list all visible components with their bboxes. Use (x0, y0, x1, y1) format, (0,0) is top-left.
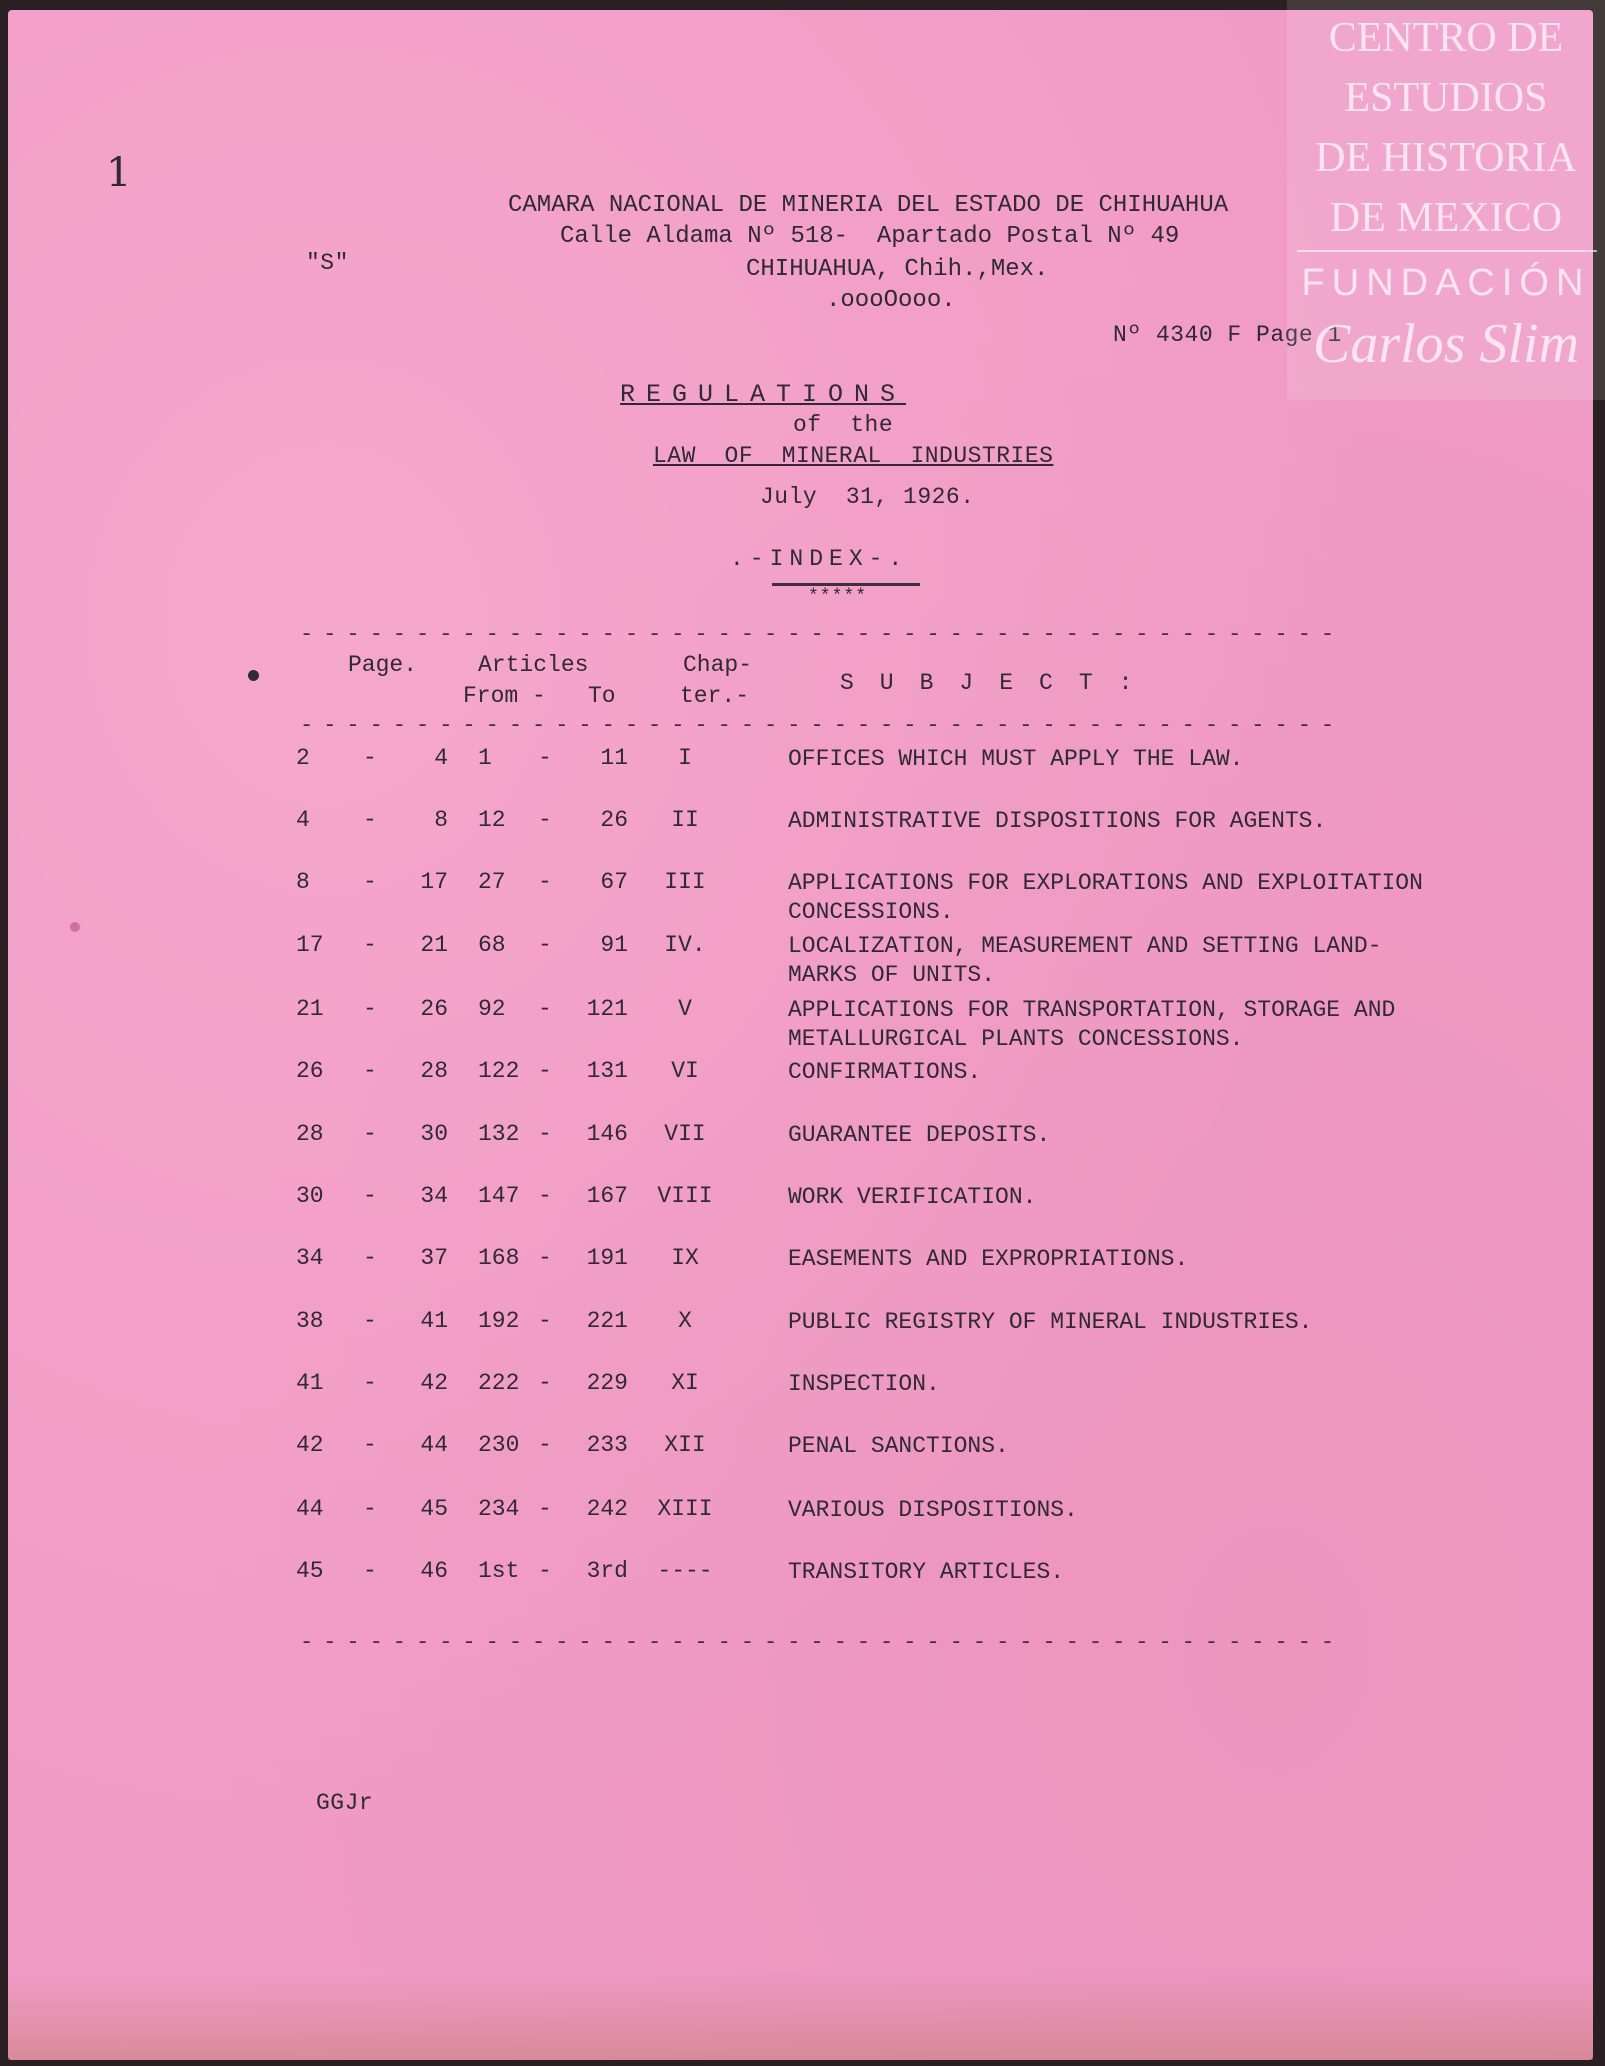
divider-header: --------------------------------------------- (300, 713, 1345, 738)
cell-page-dash: - (363, 932, 377, 958)
table-row (8, 807, 1593, 855)
watermark-text: CENTRO DE ESTUDIOS DE HISTORIA DE MEXICO (1315, 15, 1577, 241)
cell-page-from: 8 (296, 869, 310, 895)
table-row (8, 1370, 1593, 1418)
cell-article-dash: - (538, 745, 552, 771)
cell-chapter: IV. (664, 932, 706, 958)
column-header-articles: Articles (478, 652, 589, 678)
cell-page-to: 44 (420, 1432, 448, 1458)
table-row (8, 1121, 1593, 1169)
cell-article-to: 221 (586, 1308, 628, 1334)
table-row (8, 1245, 1593, 1293)
cell-article-to: 146 (586, 1121, 628, 1147)
title-regulations: REGULATIONS (620, 380, 907, 409)
cell-article-from: 132 (478, 1121, 520, 1147)
cell-subject: APPLICATIONS FOR TRANSPORTATION, STORAGE AND METALLURGICAL PLANTS CONCESSIONS. (788, 997, 1396, 1052)
cell-article-from: 122 (478, 1058, 520, 1084)
cell-article-to: 67 (600, 869, 628, 895)
table-row (8, 1432, 1593, 1480)
cell-article-dash: - (538, 1245, 552, 1271)
column-header-from: From - (463, 683, 546, 709)
cell-subject: OFFICES WHICH MUST APPLY THE LAW. (788, 746, 1244, 772)
cell-page-from: 28 (296, 1121, 324, 1147)
cell-article-dash: - (538, 807, 552, 833)
cell-subject: LOCALIZATION, MEASUREMENT AND SETTING LAND- MARKS OF UNITS. (788, 933, 1382, 988)
column-header-chapter-cont: ter.- (680, 683, 750, 709)
cell-article-to: 121 (586, 996, 628, 1022)
cell-article-from: 1st (478, 1558, 520, 1584)
cell-article-from: 147 (478, 1183, 520, 1209)
cell-article-dash: - (538, 1496, 552, 1522)
cell-article-dash: - (538, 869, 552, 895)
cell-chapter: IX (671, 1245, 699, 1271)
cell-page-from: 44 (296, 1496, 324, 1522)
cell-chapter: XII (664, 1432, 706, 1458)
cell-subject: GUARANTEE DEPOSITS. (788, 1122, 1051, 1148)
index-heading: .-INDEX-. (730, 546, 909, 572)
cell-page-dash: - (363, 1058, 377, 1084)
cell-page-from: 45 (296, 1558, 324, 1584)
cell-page-from: 34 (296, 1245, 324, 1271)
cell-article-from: 230 (478, 1432, 520, 1458)
title-date: July 31, 1926. (760, 484, 975, 510)
table-row (8, 932, 1593, 988)
cell-article-from: 27 (478, 869, 506, 895)
cell-subject: WORK VERIFICATION. (788, 1184, 1037, 1210)
cell-article-from: 168 (478, 1245, 520, 1271)
cell-subject: EASEMENTS AND EXPROPRIATIONS. (788, 1246, 1189, 1272)
ink-dot (248, 670, 259, 681)
org-address: Calle Aldama Nº 518- Apartado Postal Nº 49 (560, 223, 1180, 250)
cell-article-to: 191 (586, 1245, 628, 1271)
divider-bottom: --------------------------------------------- (300, 1630, 1345, 1655)
org-ornament: .oooOooo. (826, 287, 956, 314)
cell-article-to: 167 (586, 1183, 628, 1209)
cell-page-to: 4 (434, 745, 448, 771)
cell-chapter: V (678, 996, 692, 1022)
cell-page-to: 8 (434, 807, 448, 833)
cell-article-to: 11 (600, 745, 628, 771)
cell-page-to: 42 (420, 1370, 448, 1396)
cell-page-dash: - (363, 1496, 377, 1522)
title-of-the: of the (793, 412, 894, 438)
cell-chapter: XI (671, 1370, 699, 1396)
cell-article-dash: - (538, 932, 552, 958)
cell-article-dash: - (538, 996, 552, 1022)
cell-page-dash: - (363, 745, 377, 771)
cell-chapter: X (678, 1308, 692, 1334)
cell-page-dash: - (363, 869, 377, 895)
table-row (8, 1496, 1593, 1544)
title-law: LAW OF MINERAL INDUSTRIES (653, 443, 1054, 469)
typist-initials: GGJr (316, 1790, 374, 1816)
archive-watermark (1287, 0, 1605, 400)
cell-page-from: 38 (296, 1308, 324, 1334)
cell-subject: PENAL SANCTIONS. (788, 1433, 1009, 1459)
cell-article-to: 233 (586, 1432, 628, 1458)
table-row (8, 1058, 1593, 1106)
cell-subject: INSPECTION. (788, 1371, 940, 1397)
cell-article-dash: - (538, 1370, 552, 1396)
cell-page-dash: - (363, 1183, 377, 1209)
cell-article-from: 222 (478, 1370, 520, 1396)
table-row (8, 1308, 1593, 1356)
cell-article-dash: - (538, 1121, 552, 1147)
cell-subject: VARIOUS DISPOSITIONS. (788, 1497, 1078, 1523)
table-row (8, 1183, 1593, 1231)
cell-chapter: III (664, 869, 706, 895)
cell-article-dash: - (538, 1432, 552, 1458)
cell-article-to: 229 (586, 1370, 628, 1396)
cell-page-dash: - (363, 807, 377, 833)
org-city: CHIHUAHUA, Chih.,Mex. (746, 256, 1049, 283)
cell-article-from: 234 (478, 1496, 520, 1522)
cell-chapter: VII (664, 1121, 706, 1147)
org-name: CAMARA NACIONAL DE MINERIA DEL ESTADO DE CHIHUAHUA (508, 192, 1229, 219)
cell-page-from: 41 (296, 1370, 324, 1396)
cell-chapter: I (678, 745, 692, 771)
index-stars: ***** (808, 587, 868, 607)
cell-page-to: 41 (420, 1308, 448, 1334)
cell-page-to: 30 (420, 1121, 448, 1147)
cell-page-from: 17 (296, 932, 324, 958)
cell-article-from: 12 (478, 807, 506, 833)
column-header-page: Page. (348, 652, 418, 678)
cell-page-to: 26 (420, 996, 448, 1022)
cell-article-to: 26 (600, 807, 628, 833)
cell-page-dash: - (363, 1432, 377, 1458)
cell-article-from: 1 (478, 745, 492, 771)
cell-article-dash: - (538, 1558, 552, 1584)
cell-article-dash: - (538, 1308, 552, 1334)
cell-article-from: 68 (478, 932, 506, 958)
cell-page-to: 46 (420, 1558, 448, 1584)
cell-page-dash: - (363, 1370, 377, 1396)
cell-page-from: 2 (296, 745, 310, 771)
cell-article-from: 92 (478, 996, 506, 1022)
cell-article-to: 3rd (586, 1558, 628, 1584)
cell-page-to: 37 (420, 1245, 448, 1271)
paper-stain (8, 1970, 1593, 2060)
handwritten-mark: 1 (106, 150, 132, 196)
cell-page-dash: - (363, 1558, 377, 1584)
cell-article-to: 91 (600, 932, 628, 958)
index-underline (772, 583, 920, 586)
series-mark: "S" (306, 250, 349, 276)
cell-page-dash: - (363, 996, 377, 1022)
column-header-subject: SUBJECT: (840, 670, 1159, 696)
cell-page-to: 21 (420, 932, 448, 958)
cell-page-from: 21 (296, 996, 324, 1022)
cell-page-to: 34 (420, 1183, 448, 1209)
cell-chapter: II (671, 807, 699, 833)
cell-article-to: 131 (586, 1058, 628, 1084)
cell-chapter: VIII (657, 1183, 713, 1209)
column-header-chapter: Chap- (683, 652, 753, 678)
cell-article-dash: - (538, 1058, 552, 1084)
cell-page-to: 45 (420, 1496, 448, 1522)
ink-dot (70, 922, 80, 932)
column-header-to: To (588, 683, 616, 709)
cell-subject: ADMINISTRATIVE DISPOSITIONS FOR AGENTS. (788, 808, 1327, 834)
table-row (8, 869, 1593, 925)
cell-page-from: 4 (296, 807, 310, 833)
cell-article-from: 192 (478, 1308, 520, 1334)
cell-chapter: XIII (657, 1496, 713, 1522)
cell-chapter: ---- (657, 1558, 713, 1584)
cell-page-dash: - (363, 1245, 377, 1271)
cell-page-dash: - (363, 1121, 377, 1147)
document-number: Nº 4340 F Page 1 (1113, 322, 1342, 348)
watermark-foundation: FUNDACIÓN (1301, 262, 1591, 304)
cell-page-from: 26 (296, 1058, 324, 1084)
table-row (8, 996, 1593, 1052)
divider-top: --------------------------------------------- (300, 622, 1345, 647)
cell-subject: TRANSITORY ARTICLES. (788, 1559, 1065, 1585)
cell-subject: PUBLIC REGISTRY OF MINERAL INDUSTRIES. (788, 1309, 1313, 1335)
cell-subject: APPLICATIONS FOR EXPLORATIONS AND EXPLOITATION CONCESSIONS. (788, 870, 1423, 925)
table-row (8, 745, 1593, 793)
watermark-signature: Carlos Slim (1312, 313, 1580, 375)
table-row (8, 1558, 1593, 1606)
cell-article-to: 242 (586, 1496, 628, 1522)
cell-page-to: 17 (420, 869, 448, 895)
cell-page-from: 42 (296, 1432, 324, 1458)
cell-page-from: 30 (296, 1183, 324, 1209)
cell-subject: CONFIRMATIONS. (788, 1059, 982, 1085)
cell-article-dash: - (538, 1183, 552, 1209)
cell-page-to: 28 (420, 1058, 448, 1084)
cell-chapter: VI (671, 1058, 699, 1084)
watermark-rule (1297, 250, 1597, 252)
cell-page-dash: - (363, 1308, 377, 1334)
